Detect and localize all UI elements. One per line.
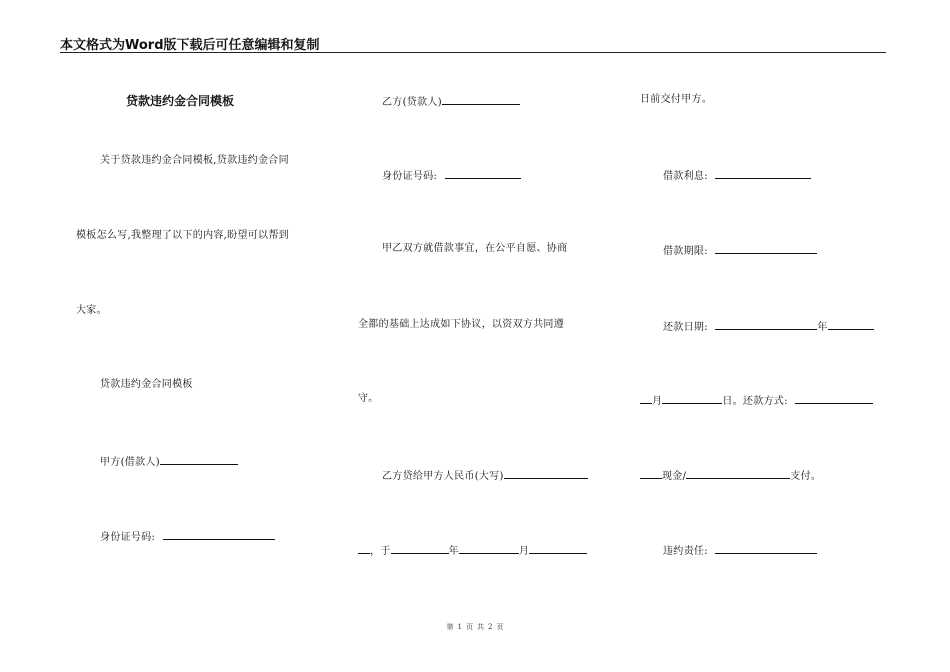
repay-month-label: 月 xyxy=(652,396,663,407)
cash-label: 现金/ xyxy=(662,471,687,482)
id-label-a: 身份证号码: xyxy=(100,532,156,543)
repay-method-line xyxy=(640,392,873,409)
cash-line xyxy=(640,467,821,484)
intro-line-2: 模板怎么写,我整理了以下的内容,盼望可以帮到 xyxy=(76,230,289,241)
party-a-blank xyxy=(160,453,238,465)
repay-day-blank xyxy=(662,392,722,404)
loan-amount-blank xyxy=(504,467,588,479)
party-b-blank xyxy=(442,93,520,105)
liability-line xyxy=(663,542,817,559)
loan-year-blank xyxy=(391,542,449,554)
intro-line-1: 关于贷款违约金合同模板,贷款违约金合同 xyxy=(100,155,289,166)
party-b-line xyxy=(382,93,520,110)
term-blank xyxy=(715,242,817,254)
loan-amount-line xyxy=(382,467,588,484)
repay-date-label: 还款日期: xyxy=(663,322,708,333)
party-a-line xyxy=(100,453,238,470)
id-a-line xyxy=(100,528,275,545)
footer-page-word: 页 xyxy=(466,623,473,631)
document-title: 贷款违约金合同模板 xyxy=(126,94,235,108)
loan-day-blank xyxy=(529,542,587,554)
page-footer xyxy=(0,622,950,632)
repay-year-blank xyxy=(715,318,817,330)
intro-line-3: 大家。 xyxy=(76,305,107,316)
cash-blank xyxy=(686,467,790,479)
loan-year-label: 年 xyxy=(448,546,459,557)
interest-label: 借款利息: xyxy=(663,171,708,182)
loan-amount-label: 乙方贷给甲方人民币(大写) xyxy=(382,471,504,482)
repay-method-blank xyxy=(795,392,873,404)
repay-day-method-label: 日。还款方式: xyxy=(722,396,788,407)
repay-year-label: 年 xyxy=(817,322,828,333)
subtitle: 贷款违约金合同模板 xyxy=(100,379,193,390)
repay-month-tail-blank xyxy=(640,392,652,404)
term-label: 借款期限: xyxy=(663,246,708,257)
footer-total-word: 共 xyxy=(477,623,484,631)
liability-label: 违约责任: xyxy=(663,546,708,557)
liability-blank xyxy=(715,542,817,554)
id-label-b: 身份证号码: xyxy=(382,171,438,182)
repay-date-line xyxy=(663,318,874,335)
interest-line xyxy=(663,167,811,184)
header-rule xyxy=(60,52,886,53)
pay-suffix: 支付。 xyxy=(790,471,822,482)
id-a-blank xyxy=(163,528,275,540)
document-header: 本文格式为Word版下载后可任意编辑和复制 xyxy=(60,38,320,53)
agreement-line-2: 全都的基础上达成如下协议，以资双方共同遵 xyxy=(358,319,564,330)
cash-pre-blank xyxy=(640,467,662,479)
footer-prefix: 第 xyxy=(446,623,454,631)
id-b-blank xyxy=(445,167,521,179)
deliver-line: 日前交付甲方。 xyxy=(640,94,713,105)
term-line xyxy=(663,242,817,259)
footer-total-pages: 2 xyxy=(488,623,493,631)
agreement-line-1: 甲乙双方就借款事宜，在公平自愿、协商 xyxy=(382,243,568,254)
loan-amount-tail-blank xyxy=(358,542,370,554)
footer-current-page: 1 xyxy=(457,623,462,631)
loan-date-line xyxy=(358,542,587,559)
repay-month-blank xyxy=(828,318,874,330)
party-b-label: 乙方(贷款人) xyxy=(382,97,442,108)
id-b-line xyxy=(382,167,521,184)
loan-date-prefix: ，于 xyxy=(370,546,391,557)
party-a-label: 甲方(借款人) xyxy=(100,457,160,468)
footer-suffix: 页 xyxy=(496,623,504,631)
loan-month-label: 月 xyxy=(518,546,530,557)
agreement-line-3: 守。 xyxy=(358,393,379,404)
loan-month-blank xyxy=(459,542,519,554)
interest-blank xyxy=(715,167,811,179)
